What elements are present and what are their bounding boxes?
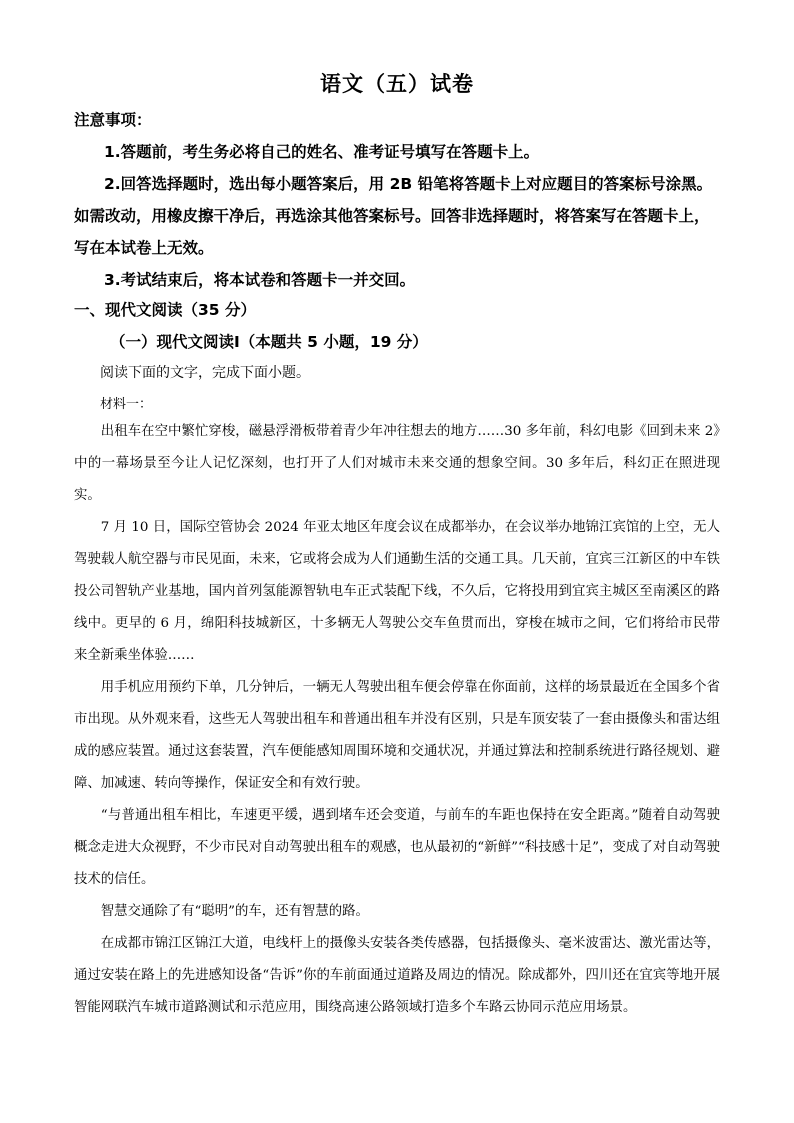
paragraph: 7 月 10 日，国际空管协会 2024 年亚太地区年度会议在成都举办，在会议举办地锦江宾馆的上空，无人驾驶载人航空器与市民见面，未来，它或将会成为人们通勤生活的交通工具。几天前，宜宾三江新区的中车铁投公司智轨产业基地，国内首列氢能源智轨电车正式装配下线，不久后，它将投用到宜宾主城区至南溪区的路线中。更早的 6 月，绵阳科技城新区，十多辆无人驾驶公交车鱼贯而出，穿梭在城市之间，它们将给市民带来全新乘坐体验…… <box>74 520 720 663</box>
paragraph: 出租车在空中繁忙穿梭，磁悬浮滑板带着青少年冲往想去的地方……30 多年前，科幻电影《回到未来 2》中的一幕场景至今让人记忆深刻，也打开了人们对城市未来交通的想象空间。30 多年后，科幻正在照进现实。 <box>74 424 720 503</box>
section-heading: 一、现代文阅读（35 分） <box>74 301 256 319</box>
notice-item-1: 1.答题前，考生务必将自己的姓名、准考证号填写在答题卡上。 <box>104 143 540 161</box>
material-label: 材料一： <box>100 397 153 412</box>
paragraph: 用手机应用预约下单，几分钟后，一辆无人驾驶出租车便会停靠在你面前，这样的场景最近在全国多个省市出现。从外观来看，这些无人驾驶出租车和普通出租车并没有区别，只是车顶安装了一套由摄像头和雷达组成的感应装置。通过这套装置，汽车便能感知周围环境和交通状况，并通过算法和控制系统进行路径规划、避障、加减速、转向等操作，保证安全和有效行驶。 <box>74 680 720 791</box>
notice-item-2-line-2: 如需改动，用橡皮擦干净后，再选涂其他答案标号。回答非选择题时，将答案写在答题卡上， <box>74 207 710 225</box>
notice-item-2-line-1: 2.回答选择题时，选出每小题答案后，用 2B 铅笔将答题卡上对应题目的答案标号涂黑。 <box>104 175 713 193</box>
paragraph: “与普通出租车相比，车速更平缓，遇到堵车还会变道，与前车的车距也保持在安全距离。”随着自动驾驶概念走进大众视野，不少市民对自动驾驶出租车的观感，也从最初的“新鲜”“科技感十足”，变成了对自动驾驶技术的信任。 <box>74 808 720 887</box>
page-title: 语文（五）试卷 <box>320 71 474 96</box>
paragraph: 在成都市锦江区锦江大道，电线杆上的摄像头安装各类传感器，包括摄像头、毫米波雷达、激光雷达等，通过安装在路上的先进感知设备“告诉”你的车前面通过道路及周边的情况。除成都外，四川还在宜宾等地开展智能网联汽车城市道路测试和示范应用，围绕高速公路领域打造多个车路云协同示范应用场景。 <box>74 936 720 1015</box>
notice-item-3: 3.考试结束后，将本试卷和答题卡一并交回。 <box>104 271 416 289</box>
section-subheading: （一）现代文阅读Ⅰ（本题共 5 小题，19 分） <box>110 333 428 351</box>
reading-instruction: 阅读下面的文字，完成下面小题。 <box>100 365 310 381</box>
notice-item-2-line-3: 写在本试卷上无效。 <box>74 239 214 257</box>
paragraph: 智慧交通除了有“聪明”的车，还有智慧的路。 <box>100 904 369 919</box>
notice-heading: 注意事项： <box>74 111 152 129</box>
material-body <box>74 416 720 1024</box>
